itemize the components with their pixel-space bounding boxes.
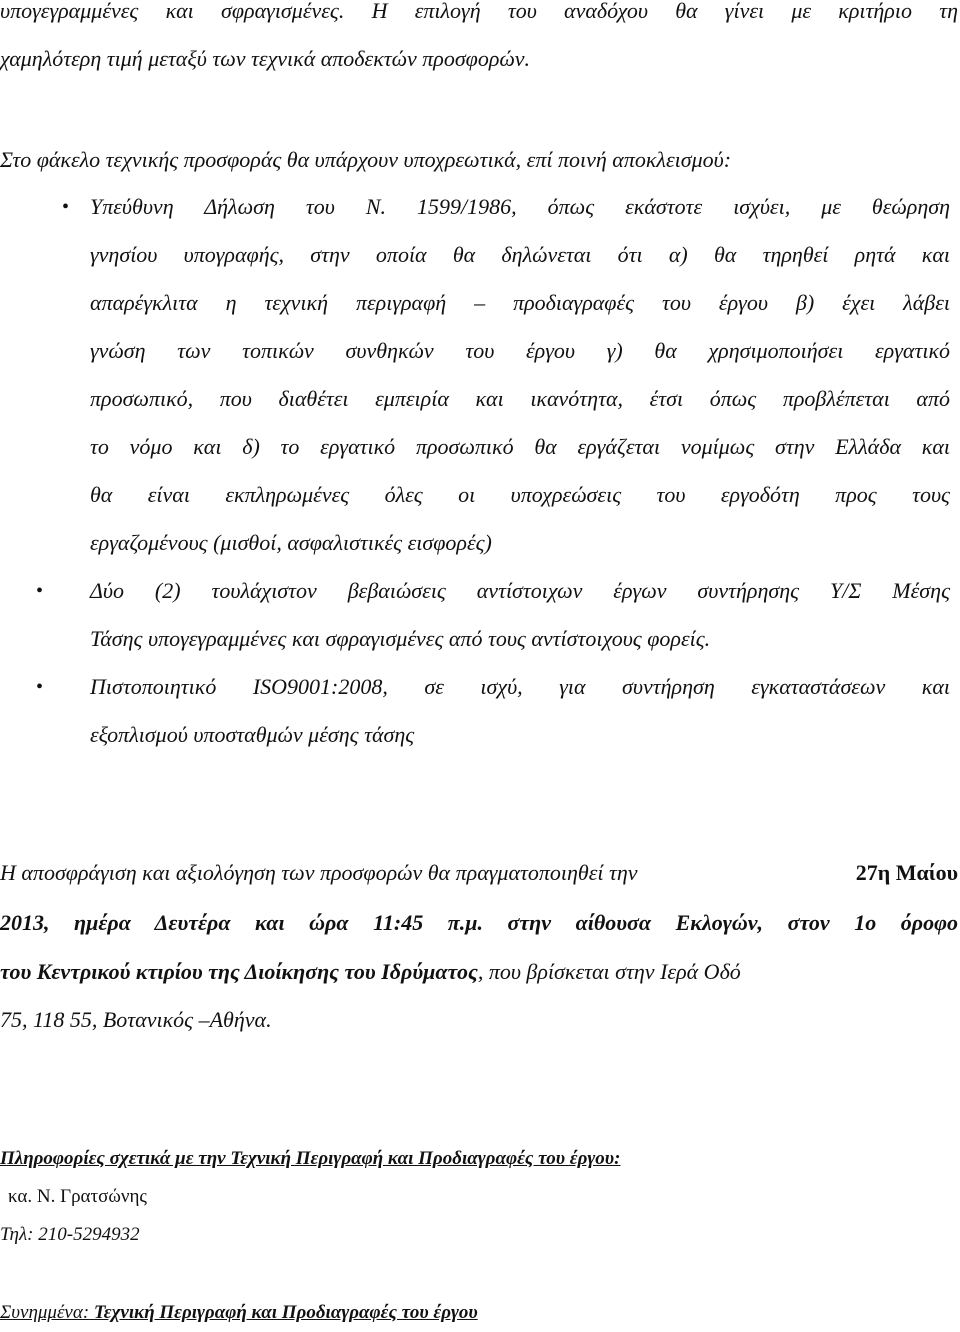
bullet1-line: θα είναι εκπληρωμένες όλες οι υποχρεώσεις του εργοδότη προς τους: [90, 482, 950, 507]
bullet-marker: •: [36, 580, 44, 602]
top-line-2: χαμηλότερη τιμή μεταξύ των τεχνικά αποδεκτών προσφορών.: [0, 46, 531, 71]
attachments-value: Τεχνική Περιγραφή και Προδιαγραφές του έργου: [93, 1302, 478, 1323]
opening-line-3: [0, 957, 958, 987]
opening-line-4: 75, 118 55, Βοτανικός –Αθήνα.: [0, 1007, 272, 1032]
opening-line-2: 2013, ημέρα Δευτέρα και ώρα 11:45 π.μ. στην αίθουσα Εκλογών, στον 1ο όροφο: [0, 910, 958, 935]
attachments: [0, 1300, 478, 1326]
bullet3-line: εξοπλισμού υποσταθμών μέσης τάσης: [90, 722, 415, 747]
bullet2-line: Δύο (2) τουλάχιστον βεβαιώσεις αντίστοιχων έργων συντήρησης Υ/Σ Μέσης: [90, 578, 950, 603]
bullet1-line: απαρέγκλιτα η τεχνική περιγραφή – προδιαγραφές του έργου β) έχει λάβει: [90, 290, 950, 315]
opening-text: Η αποσφράγιση και αξιολόγηση των προσφορών θα πραγματοποιηθεί την: [0, 860, 638, 885]
contact-phone: Τηλ: 210-5294932: [0, 1224, 140, 1245]
attachments-label: Συνημμένα:: [0, 1302, 90, 1323]
bullet1-line: εργαζομένους (μισθοί, ασφαλιστικές εισφορές): [90, 530, 492, 555]
bullet1-line: γνησίου υπογραφής, στην οποία θα δηλώνεται ότι α) θα τηρηθεί ρητά και: [90, 242, 950, 267]
bullet-marker: •: [62, 196, 70, 218]
opening-location: του Κεντρικού κτιρίου της Διοίκησης του Ιδρύματος: [0, 959, 478, 984]
bullet3-line: Πιστοποιητικό ISO9001:2008, σε ισχύ, για συντήρηση εγκαταστάσεων και: [90, 674, 950, 699]
intro-paragraph: Στο φάκελο τεχνικής προσφοράς θα υπάρχουν υποχρεωτικά, επί ποινή αποκλεισμού:: [0, 147, 732, 172]
bullet-marker: •: [36, 676, 44, 698]
bullet1-line: γνώση των τοπικών συνθηκών του έργου γ) θα χρησιμοποιήσει εργατικό: [90, 338, 950, 363]
opening-line-1: [0, 858, 958, 888]
opening-text: , που βρίσκεται στην Ιερά Οδό: [477, 959, 741, 984]
bullet2-line: Τάσης υπογεγραμμένες και σφραγισμένες από τους αντίστοιχους φορείς.: [90, 626, 711, 651]
bullet1-line: προσωπικό, που διαθέτει εμπειρία και ικανότητα, έτσι όπως προβλέπεται από: [90, 386, 950, 411]
top-line-1: υπογεγραμμένες και σφραγισμένες. Η επιλογή του αναδόχου θα γίνει με κριτήριο τη: [0, 0, 958, 23]
info-heading: Πληροφορίες σχετικά με την Τεχνική Περιγραφή και Προδιαγραφές του έργου:: [0, 1148, 621, 1169]
bullet1-line: το νόμο και δ) το εργατικό προσωπικό θα εργάζεται νομίμως στην Ελλάδα και: [90, 434, 950, 459]
contact-name: κα. Ν. Γρατσώνης: [8, 1186, 147, 1207]
opening-date: 27η Μαίου: [855, 860, 958, 885]
bullet1-line: Υπεύθυνη Δήλωση του Ν. 1599/1986, όπως εκάστοτε ισχύει, με θεώρηση: [90, 194, 950, 219]
